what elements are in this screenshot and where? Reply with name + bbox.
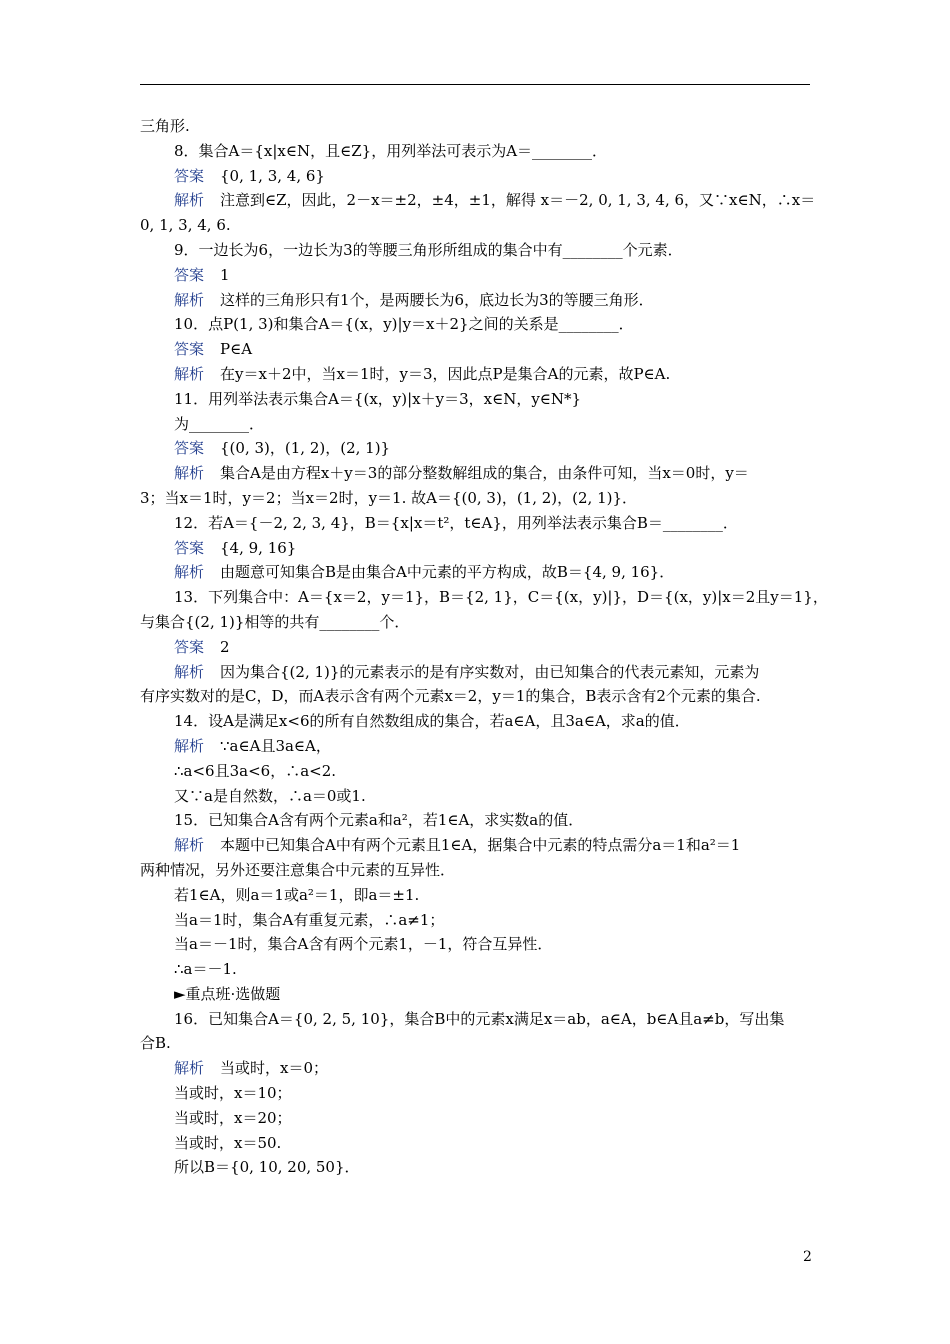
page-number: 2 — [803, 1249, 812, 1265]
text-line — [140, 560, 815, 585]
text-line — [140, 536, 815, 561]
text-line — [140, 164, 815, 189]
text-line — [140, 957, 815, 982]
line-text: 三角形. — [140, 117, 190, 135]
line-text: 有序实数对的是C，D，而A表示含有两个元素x＝2，y＝1的集合，B表示含有2个元素的集合. — [140, 687, 761, 706]
text-line — [140, 982, 815, 1007]
line-text: 当或时，x＝50. — [174, 1133, 282, 1152]
answer-label: 答案 — [174, 439, 205, 458]
text-line — [140, 1106, 815, 1131]
answer-label: 解析 — [174, 290, 205, 309]
text-line — [140, 263, 815, 288]
text-line — [140, 238, 815, 263]
text-line — [140, 883, 815, 908]
line-text: 12．若A＝{－2, 2, 3, 4}，B＝{x|x＝t²，t∈A}，用列举法表示集合B＝________． — [174, 513, 738, 532]
line-text: 这样的三角形只有1个，是两腰长为6，底边长为3的等腰三角形． — [220, 290, 654, 309]
line-text: 所以B＝{0, 10, 20, 50}． — [174, 1158, 360, 1177]
answer-label: 答案 — [174, 637, 205, 656]
line-text: {(0, 3)，(1, 2)，(2, 1)} — [220, 439, 391, 458]
line-text: 10．点P(1, 3)和集合A＝{(x，y)|y＝x＋2}之间的关系是________． — [174, 315, 634, 334]
line-text: 由题意可知集合B是由集合A中元素的平方构成，故B＝{4, 9, 16}． — [220, 563, 675, 582]
line-text: ►重点班·选做题 — [174, 984, 281, 1003]
text-line — [140, 188, 815, 213]
line-text: 8．集合A＝{x|x∈N，且∈Z}，用列举法可表示为A＝________． — [174, 141, 608, 160]
line-text: 0, 1, 3, 4, 6. — [140, 216, 231, 235]
text-line — [140, 312, 815, 337]
text-line — [140, 461, 815, 486]
text-line — [140, 362, 815, 387]
text-line — [140, 932, 815, 957]
text-line — [140, 858, 815, 883]
answer-label: 解析 — [174, 662, 205, 681]
text-line — [140, 759, 815, 784]
answer-label: 答案 — [174, 166, 205, 185]
line-text: 14．设A是满足x<6的所有自然数组成的集合，若a∈A，且3a∈A，求a的值． — [174, 712, 690, 731]
text-line — [140, 1056, 815, 1081]
answer-label: 解析 — [174, 736, 205, 755]
line-text: 为________． — [174, 414, 265, 433]
text-line — [140, 412, 815, 437]
text-line — [140, 511, 815, 536]
answer-label: 答案 — [174, 265, 205, 284]
text-line — [140, 1131, 815, 1156]
line-text: 两种情况，另外还要注意集合中元素的互异性． — [140, 860, 456, 879]
text-line — [140, 908, 815, 933]
line-text: ∴a＝－1. — [174, 960, 237, 979]
text-line — [140, 139, 815, 164]
answer-label: 答案 — [174, 340, 205, 359]
line-text: 2 — [220, 637, 230, 656]
text-line — [140, 833, 815, 858]
line-text: 注意到∈Z，因此，2－x＝±2，±4，±1，解得 x＝－2, 0, 1, 3, 4, 6，又∵x∈N，∴x＝ — [220, 191, 816, 210]
line-text: ∴a<6且3a<6，∴a<2. — [174, 761, 337, 780]
line-text: 若1∈A，则a＝1或a²＝1，即a＝±1. — [174, 885, 420, 904]
line-text: 当或时，x＝20； — [174, 1108, 292, 1127]
line-text: 又∵a是自然数，∴a＝0或1. — [174, 786, 366, 805]
line-text: 13．下列集合中：A＝{x＝2，y＝1}，B＝{2, 1}，C＝{(x，y)|}，D＝{(x，y)|x＝2且y＝1}， — [174, 588, 828, 607]
text-line — [140, 709, 815, 734]
text-line — [140, 213, 815, 238]
answer-label: 答案 — [174, 538, 205, 557]
text-line — [140, 784, 815, 809]
text-line — [140, 684, 815, 709]
answer-label: 解析 — [174, 1059, 205, 1078]
answer-label: 解析 — [174, 836, 205, 855]
line-text: 11．用列举法表示集合A＝{(x，y)|x＋y＝3，x∈N，y∈N*} — [174, 389, 582, 408]
line-text: 与集合{(2, 1)}相等的共有________个． — [140, 612, 410, 631]
line-text: 合B. — [140, 1034, 171, 1053]
answer-label: 解析 — [174, 364, 205, 383]
line-text: ∵a∈A且3a∈A， — [220, 736, 331, 755]
text-line — [140, 734, 815, 759]
text-line — [140, 610, 815, 635]
text-line — [140, 387, 815, 412]
line-text: 当或时，x＝0； — [220, 1059, 329, 1078]
line-text: 当a＝1时，集合A有重复元素，∴a≠1； — [174, 910, 445, 929]
text-line — [140, 114, 815, 139]
line-text: 因为集合{(2, 1)}的元素表示的是有序实数对，由已知集合的代表元素知，元素为 — [220, 662, 760, 681]
line-text: {0, 1, 3, 4, 6} — [220, 166, 325, 185]
text-line — [140, 486, 815, 511]
text-line — [140, 660, 815, 685]
header-rule — [140, 84, 810, 85]
text-line — [140, 1007, 815, 1032]
line-text: 当或时，x＝10； — [174, 1084, 292, 1103]
line-text: 集合A是由方程x＋y＝3的部分整数解组成的集合，由条件可知，当x＝0时，y＝ — [220, 464, 749, 483]
line-text: 在y＝x＋2中，当x＝1时，y＝3，因此点P是集合A的元素，故P∈A. — [220, 364, 671, 383]
document-body — [140, 114, 828, 1180]
line-text: {4, 9, 16} — [220, 538, 297, 557]
text-line — [140, 436, 815, 461]
line-text: 当a＝－1时，集合A含有两个元素1，－1，符合互异性． — [174, 935, 553, 954]
answer-label: 解析 — [174, 464, 205, 483]
answer-label: 解析 — [174, 563, 205, 582]
text-line — [140, 1081, 815, 1106]
line-text: 本题中已知集合A中有两个元素且1∈A，据集合中元素的特点需分a＝1和a²＝1 — [220, 836, 741, 855]
line-text: 3；当x＝1时，y＝2；当x＝2时，y＝1. 故A＝{(0, 3)，(1, 2)，(2, 1)}． — [140, 488, 638, 507]
line-text: 15．已知集合A含有两个元素a和a²，若1∈A，求实数a的值． — [174, 811, 584, 830]
text-line — [140, 808, 815, 833]
line-text: 9．一边长为6，一边长为3的等腰三角形所组成的集合中有________个元素． — [174, 240, 683, 259]
line-text: 1 — [220, 265, 230, 284]
text-line — [140, 1031, 815, 1056]
line-text: 16．已知集合A＝{0, 2, 5, 10}，集合B中的元素x满足x＝ab，a∈A，b∈A且a≠b，写出集 — [174, 1009, 785, 1028]
text-line — [140, 585, 828, 610]
answer-label: 解析 — [174, 191, 205, 210]
text-line — [140, 1155, 815, 1180]
text-line — [140, 288, 815, 313]
text-line — [140, 635, 815, 660]
text-line — [140, 337, 815, 362]
line-text: P∈A — [220, 340, 253, 359]
